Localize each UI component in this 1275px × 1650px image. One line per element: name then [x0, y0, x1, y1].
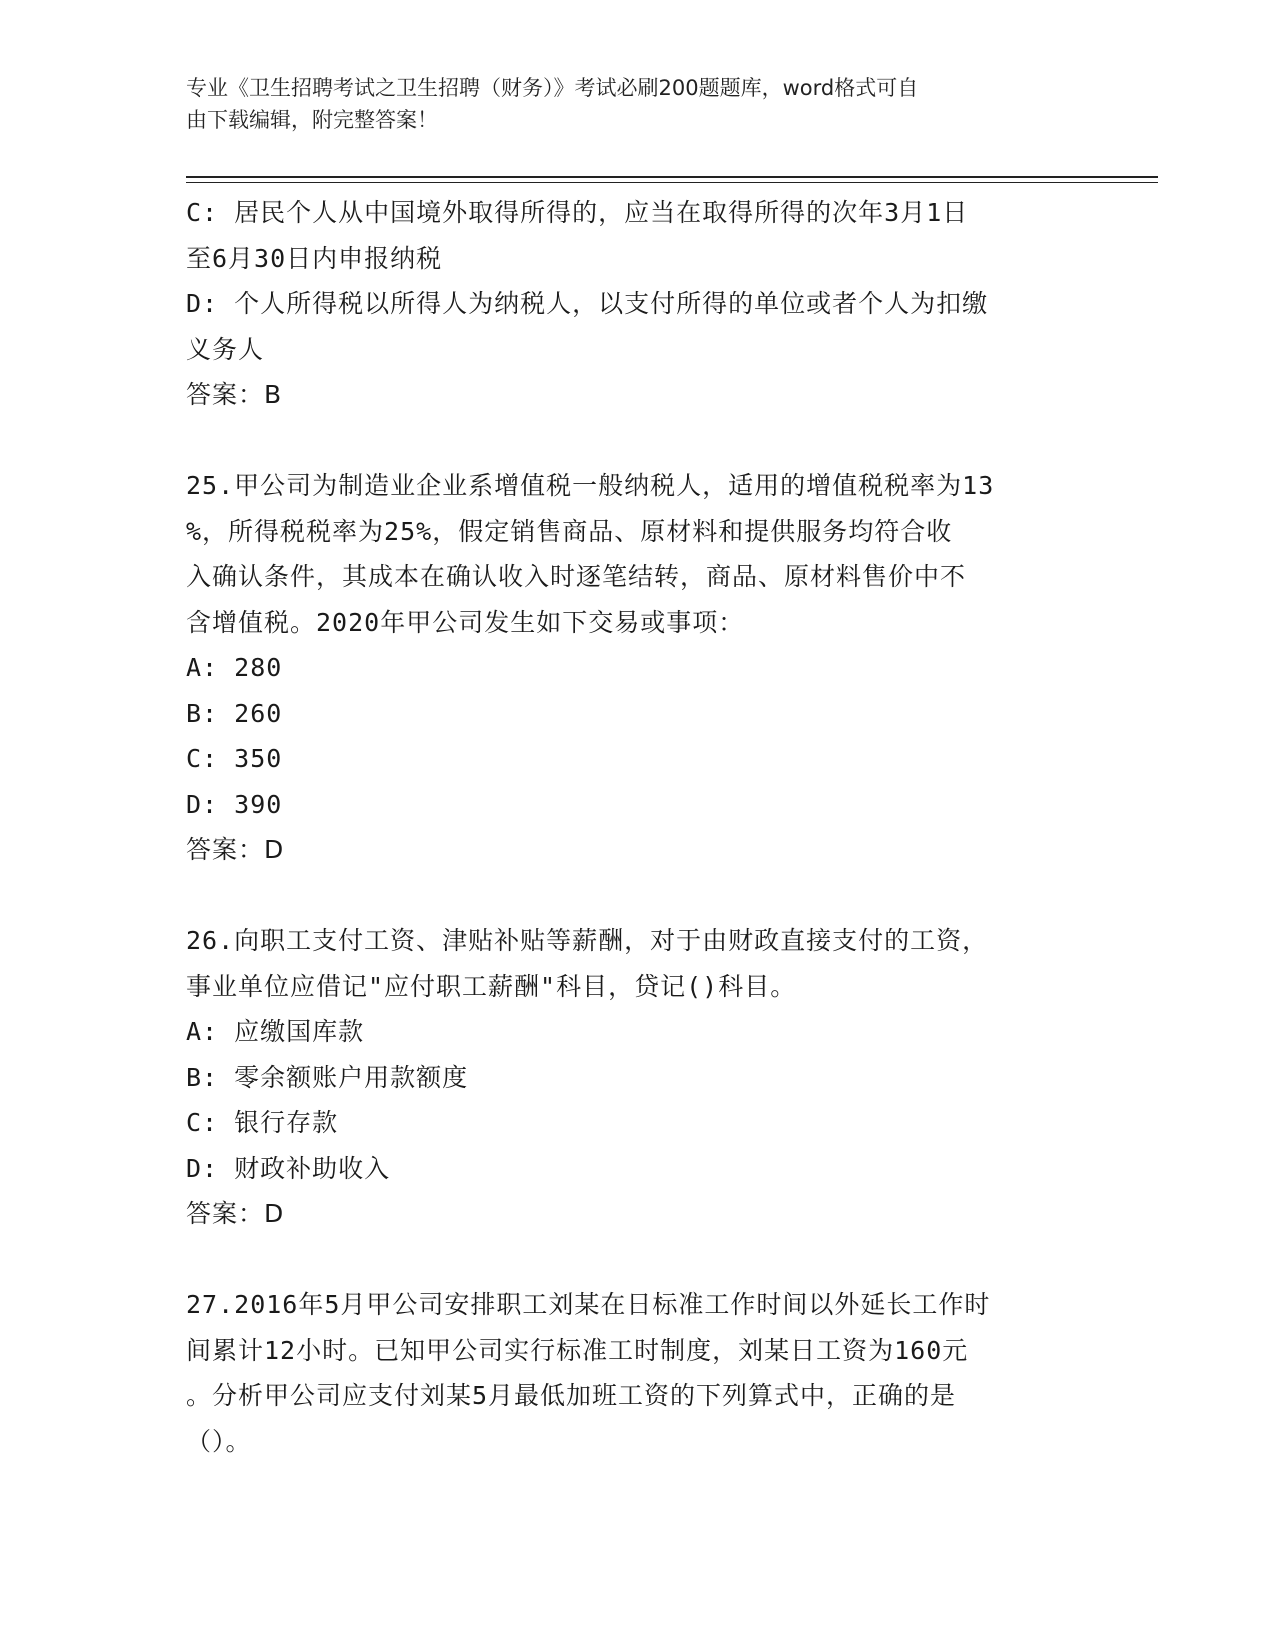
- option-c: C: 银行存款: [186, 1108, 339, 1137]
- question-stem-line: 含增值税。2020年甲公司发生如下交易或事项：: [186, 607, 745, 637]
- question-content: [186, 190, 1086, 1464]
- question-stem-line: 事业单位应借记"应付职工薪酬"科目，贷记()科目。: [186, 971, 797, 1001]
- option-d: D: 财政补助收入: [186, 1153, 391, 1183]
- question-stem-line: 入确认条件，其成本在确认收入时逐笔结转，商品、原材料售价中不: [186, 562, 967, 591]
- answer-label: 答案：D: [186, 1199, 285, 1228]
- header-line-1: 专业《卫生招聘考试之卫生招聘（财务）》考试必刷200题题库，word格式可自: [186, 76, 919, 100]
- header-line-2: 由下载编辑，附完整答案！: [186, 108, 438, 132]
- option-c-line-1: C: 居民个人从中国境外取得所得的，应当在取得所得的次年3月1日: [186, 198, 969, 227]
- question-stem-line: 25.甲公司为制造业企业系增值税一般纳税人，适用的增值税税率为13: [186, 471, 995, 500]
- option-d-line-2: 义务人: [186, 334, 265, 364]
- question-stem-line: %，所得税税率为25%，假定销售商品、原材料和提供服务均符合收: [186, 516, 953, 546]
- answer-label: 答案：D: [186, 835, 285, 864]
- option-c-line-2: 至6月30日内申报纳税: [186, 243, 443, 273]
- question-stem-line: 26.向职工支付工资、津贴补贴等薪酬，对于由财政直接支付的工资，: [186, 926, 989, 955]
- option-b: B: 零余额账户用款额度: [186, 1062, 469, 1092]
- question-26: [186, 918, 1086, 1237]
- question-stem-line: 。分析甲公司应支付刘某5月最低加班工资的下列算式中，正确的是: [186, 1381, 957, 1410]
- option-b: B: 260: [186, 698, 283, 728]
- option-a: A: 280: [186, 653, 283, 682]
- header-divider-thick: [186, 176, 1158, 178]
- question-stem-line: （）。: [186, 1426, 252, 1456]
- question-27: [186, 1282, 1086, 1464]
- option-c: C: 350: [186, 744, 283, 773]
- option-a: A: 应缴国库款: [186, 1017, 365, 1046]
- option-d: D: 390: [186, 789, 283, 819]
- spacer: [186, 873, 1086, 919]
- question-24-tail: [186, 190, 1086, 418]
- question-25: [186, 463, 1086, 873]
- option-d-line-1: D: 个人所得税以所得人为纳税人，以支付所得的单位或者个人为扣缴: [186, 289, 989, 318]
- header-divider-thin: [186, 182, 1158, 183]
- answer-label: 答案：B: [186, 380, 283, 409]
- spacer: [186, 418, 1086, 464]
- question-stem-line: 间累计12小时。已知甲公司实行标准工时制度，刘某日工资为160元: [186, 1335, 969, 1365]
- spacer: [186, 1237, 1086, 1283]
- page-header: [186, 72, 1066, 136]
- question-stem-line: 27.2016年5月甲公司安排职工刘某在日标准工作时间以外延长工作时: [186, 1290, 991, 1319]
